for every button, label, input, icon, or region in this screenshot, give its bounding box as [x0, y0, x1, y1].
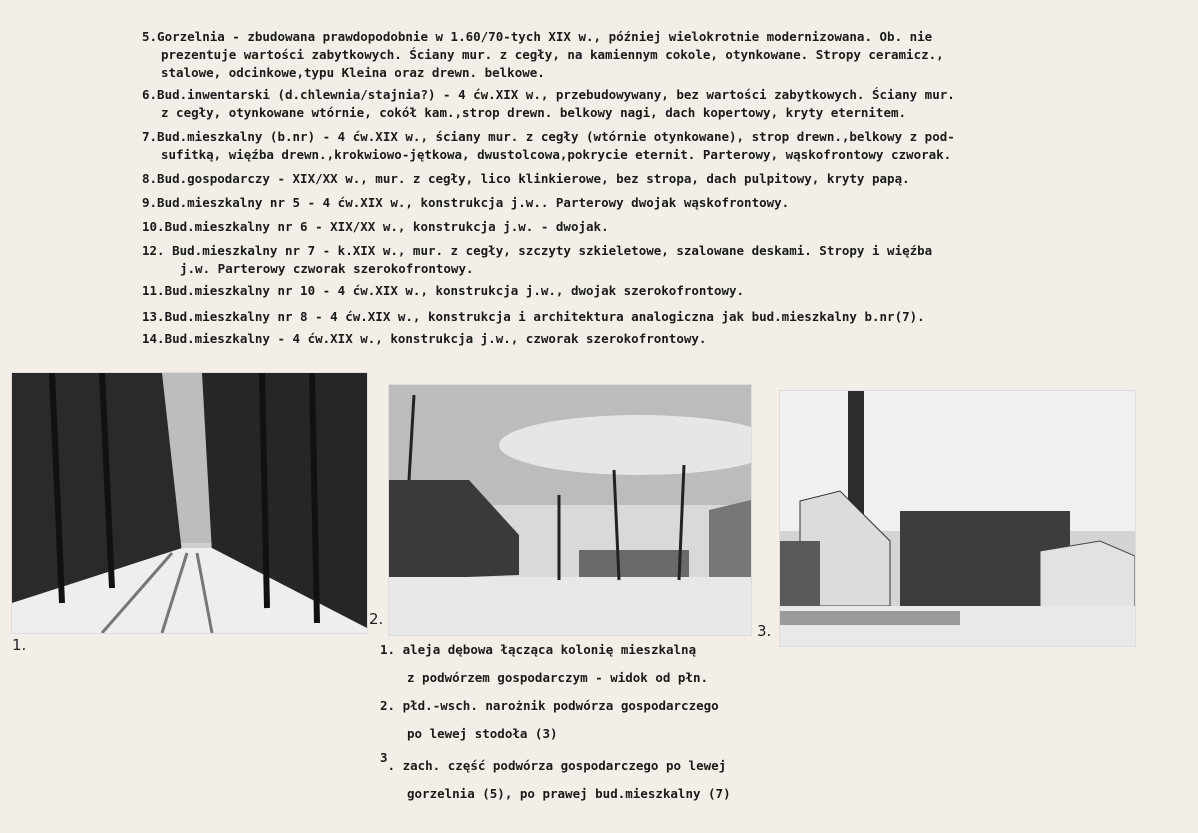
entry-line: stalowe, odcinkowe,typu Kleina oraz drewn. belkowe.	[161, 65, 545, 80]
caption-text: po lewej stodoła (3)	[407, 726, 558, 741]
entry-6	[142, 86, 1182, 122]
caption-number: 2.	[380, 698, 396, 713]
entry-line: 11.Bud.mieszkalny nr 10 - 4 ćw.XIX w., konstrukcja j.w., dwojak szerokofrontowy.	[142, 283, 745, 298]
caption-text: gorzelnia (5), po prawej bud.mieszkalny (7)	[407, 786, 731, 801]
caption-text: . zach. część podwórza gospodarczego po lewej	[387, 758, 727, 773]
entry-line: j.w. Parterowy czworak szerokofrontowy.	[180, 261, 474, 276]
entry-5	[142, 28, 1182, 82]
entry-line: 7.Bud.mieszkalny (b.nr) - 4 ćw.XIX w., ściany mur. z cegły (wtórnie otynkowane), strop drewn.,belkowy z pod-	[142, 129, 955, 144]
building-descriptions	[142, 28, 1182, 352]
photo-farmyard-corner	[388, 384, 752, 636]
entry-line: 10.Bud.mieszkalny nr 6 - XIX/XX w., konstrukcja j.w. - dwojak.	[142, 219, 609, 234]
entry-line: 9.Bud.mieszkalny nr 5 - 4 ćw.XIX w., konstrukcja j.w.. Parterowy dwojak wąskofrontowy.	[142, 195, 790, 210]
entry-14	[142, 330, 1182, 348]
entry-line: 14.Bud.mieszkalny - 4 ćw.XIX w., konstrukcja j.w., czworak szerokofrontowy.	[142, 331, 707, 346]
entry-line: sufitką, więźba drewn.,krokwiowo-jętkowa, dwustolcowa,pokrycie eternit. Parterowy, wąskofrontowy czworak.	[161, 147, 952, 162]
photo-distillery	[779, 390, 1136, 647]
photo-number-3: 3.	[757, 622, 772, 640]
entry-line: 8.Bud.gospodarczy - XIX/XX w., mur. z cegły, lico klinkierowe, bez stropa, dach pulpitowy, kryty papą.	[142, 171, 910, 186]
photo-oak-alley	[11, 372, 368, 634]
photo-captions	[380, 636, 800, 808]
entry-11	[142, 282, 1182, 300]
entry-8	[142, 170, 1182, 188]
entry-line: z cegły, otynkowane wtórnie, cokół kam.,strop drewn. belkowy nagi, dach kopertowy, kryty eternitem.	[161, 105, 907, 120]
entry-line: 13.Bud.mieszkalny nr 8 - 4 ćw.XIX w., konstrukcja i architektura analogiczna jak bud.mieszkalny b.nr(7).	[142, 309, 925, 324]
caption-text: płd.-wsch. narożnik podwórza gospodarczego	[402, 698, 719, 713]
caption-1	[380, 636, 800, 692]
entry-12	[142, 242, 1182, 278]
photo-number-2: 2.	[369, 610, 384, 628]
caption-text: z podwórzem gospodarczym - widok od płn.	[407, 670, 709, 685]
caption-2	[380, 692, 800, 748]
entry-line: 6.Bud.inwentarski (d.chlewnia/stajnia?) - 4 ćw.XIX w., przebudowywany, bez wartości zabytkowych. Ściany mur.	[142, 87, 955, 102]
caption-text: aleja dębowa łącząca kolonię mieszkalną	[402, 642, 697, 657]
caption-number: 1.	[380, 642, 396, 657]
caption-3	[380, 752, 800, 808]
entry-13	[142, 308, 1182, 326]
photo-number-1: 1.	[12, 636, 27, 654]
entry-line: prezentuje wartości zabytkowych. Ściany mur. z cegły, na kamiennym cokole, otynkowane. Stropy ceramicz.,	[161, 47, 944, 62]
entry-9	[142, 194, 1182, 212]
caption-number: 3	[380, 750, 388, 765]
entry-line: 5.Gorzelnia - zbudowana prawdopodobnie w 1.60/70-tych XIX w., później wielokrotnie modernizowana. Ob. nie	[142, 29, 933, 44]
entry-line: 12. Bud.mieszkalny nr 7 - k.XIX w., mur. z cegły, szczyty szkieletowe, szalowane deskami. Stropy i więźba	[142, 243, 933, 258]
entry-10	[142, 218, 1182, 236]
entry-7	[142, 128, 1182, 164]
